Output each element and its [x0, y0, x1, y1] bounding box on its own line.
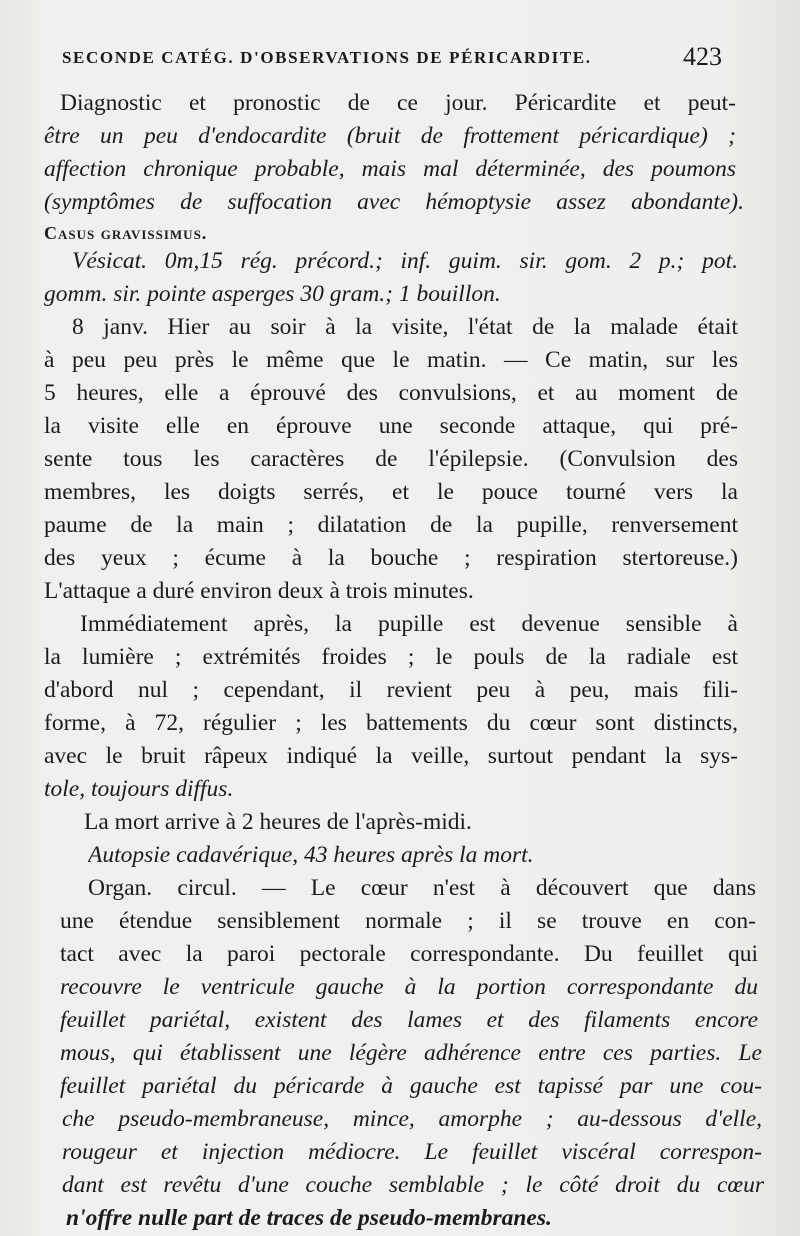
text-line: forme, à 72, régulier ; les battements du cœur sont distincts, — [44, 710, 738, 736]
text-line: L'attaque a duré environ deux à trois minutes. — [44, 578, 474, 604]
text-line: 8 janv. Hier au soir à la visite, l'état de la malade était — [72, 314, 738, 340]
text-line: tole, toujours diffus. — [44, 776, 234, 802]
text-line: dant est revêtu d'une couche semblable ; le côté droit du cœur — [62, 1172, 764, 1198]
text-line: Diagnostic et pronostic de ce jour. Péricardite et peut- — [60, 90, 736, 116]
text-line: Autopsie cadavérique, 43 heures après la mort. — [88, 842, 534, 868]
text-line: sente tous les caractères de l'épilepsie. (Convulsion des — [44, 446, 738, 472]
page-number: 423 — [683, 42, 722, 71]
text-line: tact avec la paroi pectorale correspondante. Du feuillet qui — [60, 941, 758, 967]
text-line: une étendue sensiblement normale ; il se trouve en con- — [60, 908, 756, 934]
text-line: des yeux ; écume à la bouche ; respiration stertoreuse.) — [44, 545, 738, 571]
text-line: Casus gravissimus. — [44, 223, 208, 243]
text-line: membres, les doigts serrés, et le pouce tourné vers la — [44, 479, 738, 505]
text-line: rougeur et injection médiocre. Le feuillet viscéral correspon- — [62, 1139, 762, 1165]
page-header — [62, 42, 722, 76]
text-line: la visite elle en éprouve une seconde attaque, qui pré- — [44, 413, 738, 439]
text-line: che pseudo-membraneuse, mince, amorphe ; au-dessous d'elle, — [62, 1106, 762, 1132]
text-line: Immédiatement après, la pupille est devenue sensible à — [80, 611, 738, 637]
text-line: (symptômes de suffocation avec hémoptysie assez abondante). — [44, 189, 744, 215]
text-line: La mort arrive à 2 heures de l'après-midi. — [84, 809, 472, 835]
text-line: paume de la main ; dilatation de la pupille, renversement — [44, 512, 738, 538]
text-line: Vésicat. 0m,15 rég. précord.; inf. guim. sir. gom. 2 p.; pot. — [72, 248, 738, 274]
text-line: être un peu d'endocardite (bruit de frottement péricardique) ; — [44, 123, 736, 149]
text-line: Organ. circul. — Le cœur n'est à découvert que dans — [88, 875, 756, 901]
text-line: 5 heures, elle a éprouvé des convulsions, et au moment de — [44, 380, 738, 406]
text-line: à peu peu près le même que le matin. — Ce matin, sur les — [44, 347, 738, 373]
text-line: recouvre le ventricule gauche à la portion correspondante du — [60, 974, 758, 1000]
running-title: SECONDE CATÉG. D'OBSERVATIONS DE PÉRICARDITE. — [62, 48, 592, 67]
text-line: gomm. sir. pointe asperges 30 gram.; 1 bouillon. — [44, 281, 501, 307]
text-line: avec le bruit râpeux indiqué la veille, surtout pendant la sys- — [44, 743, 738, 769]
text-line: la lumière ; extrémités froides ; le pouls de la radiale est — [44, 644, 738, 670]
text-line: mous, qui établissent une légère adhérence entre ces parties. Le — [60, 1040, 762, 1066]
text-line: feuillet pariétal du péricarde à gauche est tapissé par une cou- — [60, 1073, 762, 1099]
text-line: feuillet pariétal, existent des lames et des filaments encore — [60, 1007, 758, 1033]
text-line: n'offre nulle part de traces de pseudo-membranes. — [66, 1205, 552, 1231]
text-line: d'abord nul ; cependant, il revient peu à peu, mais fili- — [44, 677, 738, 703]
text-line: affection chronique probable, mais mal déterminée, des poumons — [44, 156, 736, 182]
